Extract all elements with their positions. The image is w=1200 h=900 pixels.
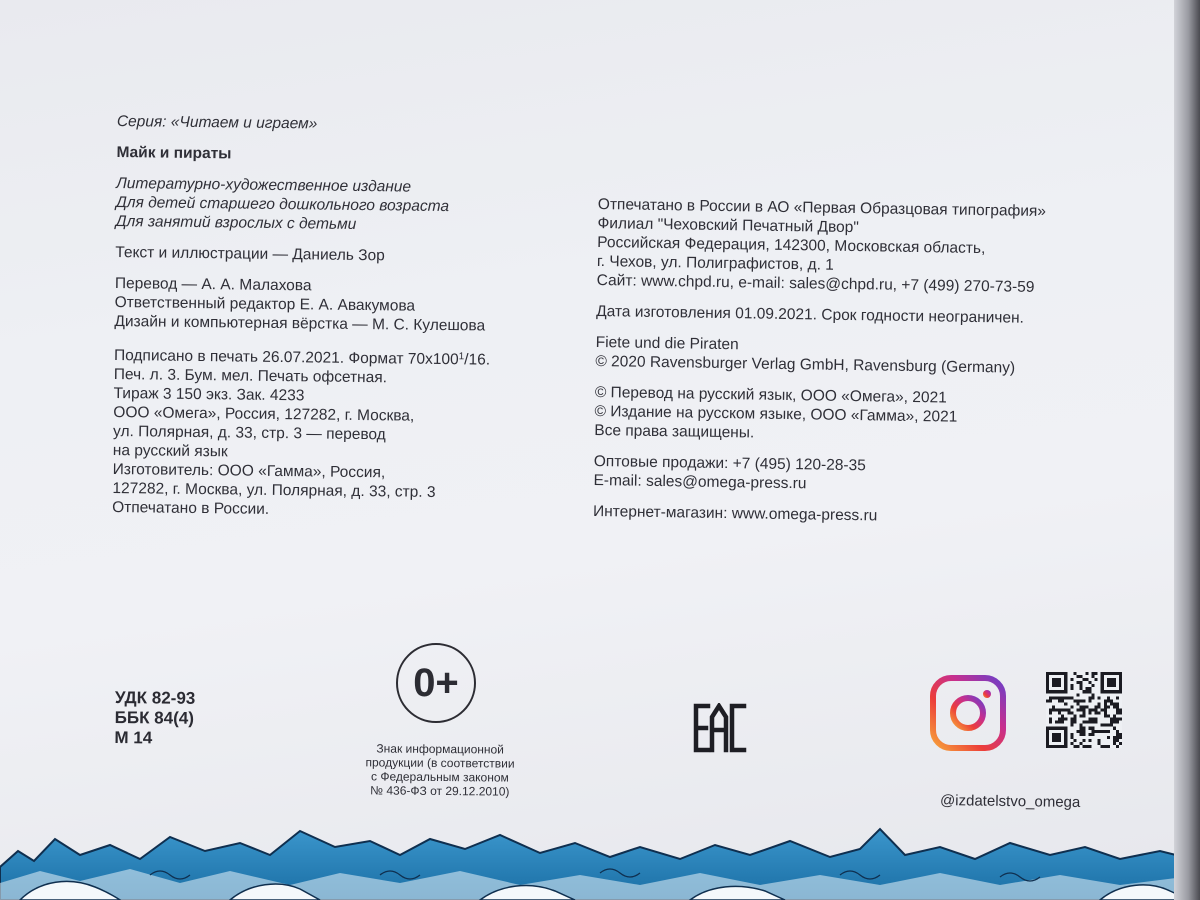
online-shop: Интернет-магазин: www.omega-press.ru <box>592 502 878 525</box>
credit-line: Перевод — А. А. Малахова <box>114 274 312 295</box>
printer-line: Сайт: www.chpd.ru, e-mail: sales@chpd.ru, +7 (499) 270-73-59 <box>596 271 1035 296</box>
age-caption-line: Знак информационной <box>376 741 504 757</box>
manufacture-date: Дата изготовления 01.09.2021. Срок годности неограничен. <box>596 302 1025 327</box>
age-caption-line: продукции (в соответствии <box>365 755 515 771</box>
format-fraction-numerator: 1 <box>458 351 465 363</box>
print-info-line: на русский язык <box>112 441 228 461</box>
credit-line: Дизайн и компьютерная вёрстка — М. С. Кулешова <box>114 312 486 335</box>
age-rating-caption <box>340 741 540 799</box>
classification-block <box>114 688 195 749</box>
eac-mark-icon <box>693 703 747 753</box>
series-line: Серия: «Читаем и играем» <box>116 112 318 133</box>
genre-line: Для занятий взрослых с детьми <box>115 212 357 233</box>
print-info-line: ООО «Омега», Россия, 127282, г. Москва, <box>113 403 415 425</box>
print-info-line: Тираж 3 150 экз. Зак. 4233 <box>113 384 305 405</box>
right-column <box>593 195 1138 529</box>
original-title-line: Fiete und die Piraten <box>595 333 739 354</box>
age-rating-icon <box>396 643 476 723</box>
print-info-line: Печ. л. 3. Бум. мел. Печать офсетная. <box>113 365 388 387</box>
book-spine-shadow <box>1174 0 1200 900</box>
print-info-line: 127282, г. Москва, ул. Полярная, д. 33, стр. 3 <box>112 479 436 501</box>
printer-line: Филиал "Чеховский Печатный Двор" <box>597 214 859 237</box>
original-copyright-line: © 2020 Ravensburger Verlag GmbH, Ravensburg (Germany) <box>595 352 1016 377</box>
print-format-text: Подписано в печать 26.07.2021. Формат 70х100 <box>113 346 459 369</box>
format-fraction-denominator: /16. <box>464 351 491 369</box>
age-caption-line: с Федеральным законом <box>370 769 509 785</box>
print-info-line: ул. Полярная, д. 33, стр. 3 — перевод <box>112 422 386 444</box>
left-column <box>112 112 557 522</box>
udk-code: УДК 82-93 <box>114 688 196 708</box>
printer-line: Отпечатано в России в АО «Первая Образцовая типография» <box>597 195 1047 221</box>
print-info-line: Изготовитель: ООО «Гамма», Россия, <box>112 460 386 482</box>
bbk-code: ББК 84(4) <box>114 707 195 728</box>
rights-line: © Перевод на русский язык, ООО «Омега», 2021 <box>594 383 947 407</box>
author-mark: М 14 <box>114 727 153 748</box>
rights-line: Все права защищены. <box>594 421 755 442</box>
rights-line: © Издание на русском языке, ООО «Гамма», 2021 <box>594 402 958 426</box>
author-line: Текст и иллюстрации — Даниель Зор <box>115 243 385 265</box>
genre-line: Литературно-художественное издание <box>116 174 412 196</box>
book-title: Майк и пираты <box>116 143 232 163</box>
qr-code-icon[interactable] <box>1046 670 1122 750</box>
printer-line: Российская Федерация, 142300, Московская область, <box>597 233 986 258</box>
printer-line: г. Чехов, ул. Полиграфистов, д. 1 <box>596 252 835 274</box>
age-caption-line: № 436-ФЗ от 29.12.2010) <box>370 783 510 799</box>
age-rating-mark: 0+ <box>413 660 459 705</box>
wholesale-phone: Оптовые продажи: +7 (495) 120-28-35 <box>593 452 866 475</box>
instagram-icon[interactable] <box>930 675 1006 751</box>
print-info-line: Отпечатано в России. <box>112 498 270 518</box>
sales-email: E-mail: sales@omega-press.ru <box>593 471 807 493</box>
credit-line: Ответственный редактор Е. А. Авакумова <box>114 293 416 315</box>
instagram-handle[interactable]: @izdatelstvo_omega <box>939 792 1081 811</box>
ocean-waves-illustration <box>0 825 1200 900</box>
genre-line: Для детей старшего дошкольного возраста <box>115 193 450 216</box>
